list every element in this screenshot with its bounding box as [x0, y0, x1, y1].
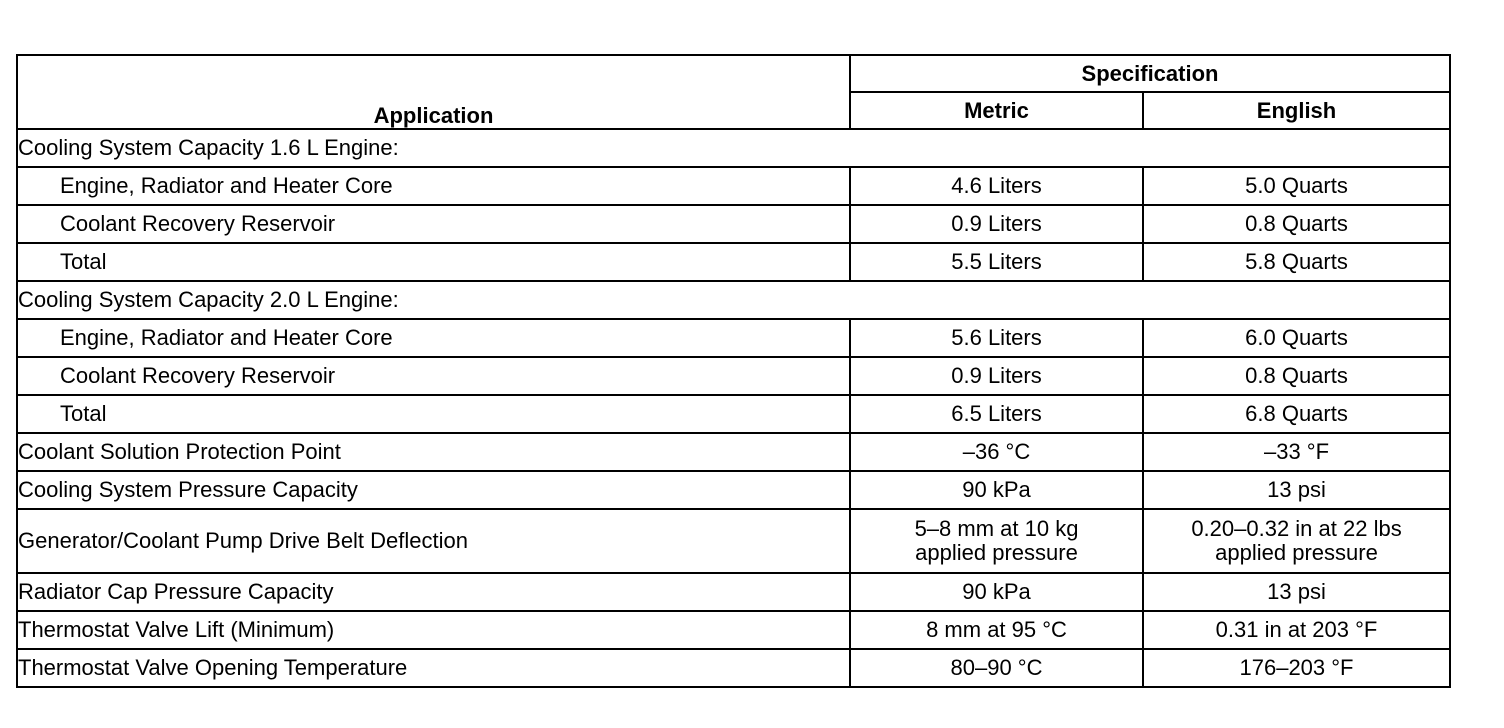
metric-cell: 0.9 Liters [850, 357, 1143, 395]
table-row [17, 243, 1450, 281]
metric-cell: 6.5 Liters [850, 395, 1143, 433]
metric-cell: 80–90 °C [850, 649, 1143, 687]
table-row [17, 357, 1450, 395]
application-cell: Coolant Solution Protection Point [17, 433, 850, 471]
group-row [17, 129, 1450, 167]
english-cell: 0.31 in at 203 °F [1143, 611, 1450, 649]
application-cell: Cooling System Pressure Capacity [17, 471, 850, 509]
metric-cell: 8 mm at 95 °C [850, 611, 1143, 649]
metric-cell: –36 °C [850, 433, 1143, 471]
application-cell: Coolant Recovery Reservoir [17, 205, 850, 243]
english-cell: 5.8 Quarts [1143, 243, 1450, 281]
metric-cell: 0.9 Liters [850, 205, 1143, 243]
table-row [17, 611, 1450, 649]
table-row [17, 471, 1450, 509]
table-row [17, 509, 1450, 573]
group-row [17, 281, 1450, 319]
application-cell: Coolant Recovery Reservoir [17, 357, 850, 395]
english-cell: 6.8 Quarts [1143, 395, 1450, 433]
metric-line-1: 5–8 mm at 10 kg [914, 516, 1079, 541]
metric-cell: 5.6 Liters [850, 319, 1143, 357]
table-row [17, 319, 1450, 357]
english-cell: 6.0 Quarts [1143, 319, 1450, 357]
specification-header: Specification [850, 55, 1450, 92]
table-row [17, 167, 1450, 205]
english-cell: –33 °F [1143, 433, 1450, 471]
table-row [17, 205, 1450, 243]
english-cell: 5.0 Quarts [1143, 167, 1450, 205]
english-line-1: 0.20–0.32 in at 22 lbs [1191, 516, 1402, 541]
metric-cell [850, 509, 1143, 573]
english-header: English [1143, 92, 1450, 129]
application-cell: Total [17, 395, 850, 433]
metric-header: Metric [850, 92, 1143, 129]
group-title: Cooling System Capacity 2.0 L Engine: [17, 281, 1450, 319]
english-cell: 176–203 °F [1143, 649, 1450, 687]
metric-cell: 5.5 Liters [850, 243, 1143, 281]
table-row [17, 573, 1450, 611]
application-cell: Thermostat Valve Lift (Minimum) [17, 611, 850, 649]
english-cell: 13 psi [1143, 573, 1450, 611]
group-title: Cooling System Capacity 1.6 L Engine: [17, 129, 1450, 167]
english-cell: 0.8 Quarts [1143, 357, 1450, 395]
application-cell: Total [17, 243, 850, 281]
metric-cell: 90 kPa [850, 573, 1143, 611]
application-cell: Radiator Cap Pressure Capacity [17, 573, 850, 611]
english-cell: 0.8 Quarts [1143, 205, 1450, 243]
english-line-2: applied pressure [1215, 540, 1378, 565]
english-cell: 13 psi [1143, 471, 1450, 509]
table-row [17, 649, 1450, 687]
table-row [17, 433, 1450, 471]
application-cell: Thermostat Valve Opening Temperature [17, 649, 850, 687]
specification-table [16, 54, 1451, 688]
metric-line-2: applied pressure [915, 540, 1078, 565]
application-header: Application [17, 55, 850, 129]
application-cell: Engine, Radiator and Heater Core [17, 319, 850, 357]
metric-cell: 4.6 Liters [850, 167, 1143, 205]
english-cell [1143, 509, 1450, 573]
application-cell: Engine, Radiator and Heater Core [17, 167, 850, 205]
table-row [17, 395, 1450, 433]
header-row [17, 55, 1450, 92]
application-cell: Generator/Coolant Pump Drive Belt Deflection [17, 509, 850, 573]
metric-cell: 90 kPa [850, 471, 1143, 509]
